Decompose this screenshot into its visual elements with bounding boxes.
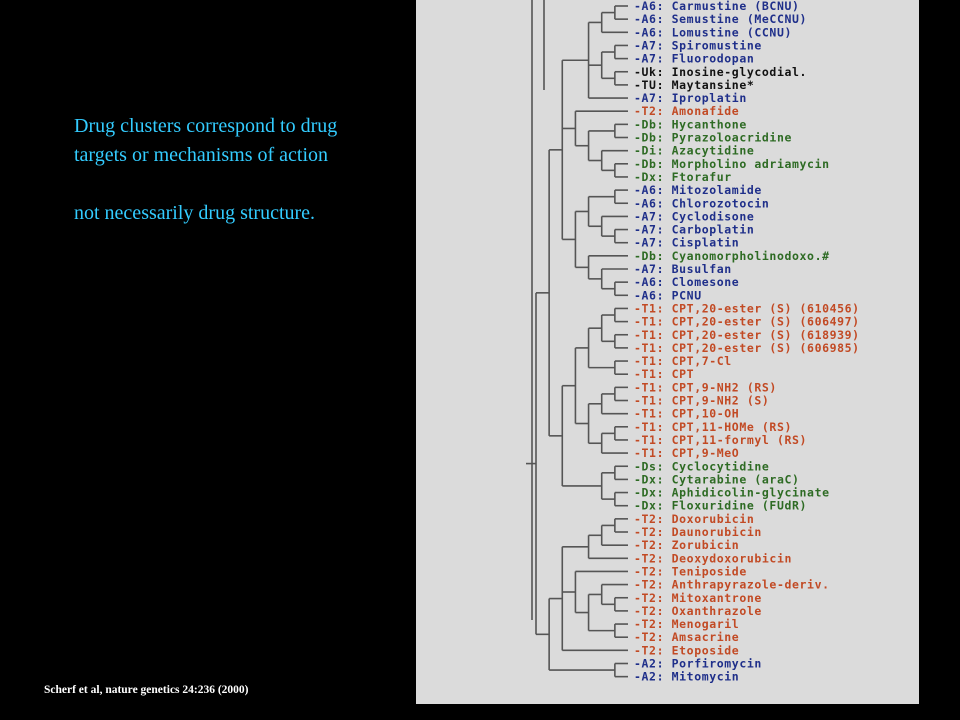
- dendrogram-leaf-labels: [634, 0, 860, 684]
- leaf-label: -A7: Carboplatin: [634, 222, 755, 237]
- leaf-label: -T1: CPT,9-MeO: [634, 446, 740, 461]
- leaf-label: -A7: Iproplatin: [634, 91, 747, 106]
- leaf-label: -Dx: Ftorafur: [634, 169, 732, 184]
- leaf-label: -T2: Daunorubicin: [634, 525, 762, 539]
- leaf-label: -A7: Cisplatin: [634, 235, 740, 250]
- leaf-label: -T1: CPT,9-NH2 (S): [634, 393, 770, 408]
- leaf-label: -A6: Carmustine (BCNU): [634, 0, 800, 13]
- leaf-label: -T2: Menogaril: [634, 617, 740, 632]
- leaf-label: -T1: CPT: [634, 367, 695, 382]
- citation: Scherf et al, nature genetics 24:236 (2000): [44, 684, 249, 696]
- leaf-label: -T1: CPT,9-NH2 (RS): [634, 380, 777, 395]
- leaf-label: -Db: Hycanthone: [634, 117, 747, 132]
- leaf-label: -T1: CPT,11-formyl (RS): [634, 432, 808, 447]
- leaf-label: -T2: Etoposide: [634, 643, 740, 658]
- leaf-label: -A7: Busulfan: [634, 262, 732, 276]
- leaf-label: -Db: Cyanomorpholinodoxo.#: [634, 248, 830, 263]
- dendrogram: [416, 0, 919, 704]
- leaf-label: -A6: Semustine (MeCCNU): [634, 12, 808, 27]
- caption-structure-text: not necessarily drug structure.: [74, 202, 316, 224]
- leaf-label: -TU: Maytansine*: [634, 77, 755, 92]
- leaf-label: -T1: CPT,10-OH: [634, 406, 740, 421]
- leaf-label: -Db: Morpholino adriamycin: [634, 156, 830, 171]
- leaf-label: -T2: Mitoxantrone: [634, 590, 762, 605]
- leaf-label: -A6: Chlorozotocin: [634, 196, 770, 211]
- leaf-label: -T1: CPT,11-HOMe (RS): [634, 419, 792, 434]
- leaf-label: -Uk: Inosine-glycodial.: [634, 64, 808, 79]
- leaf-label: -A2: Mitomycin: [634, 669, 740, 684]
- leaf-label: -Di: Azacytidine: [634, 143, 755, 158]
- leaf-label: -A7: Fluorodopan: [634, 51, 755, 66]
- caption-mechanism-text: Drug clusters correspond to drug targets or mechanisms of action: [74, 115, 338, 166]
- leaf-label: -T1: CPT,20-ester (S) (606497): [634, 314, 860, 329]
- leaf-label: -Dx: Aphidicolin-glycinate: [634, 485, 830, 500]
- caption: [74, 112, 354, 228]
- leaf-label: -T2: Amsacrine: [634, 630, 740, 645]
- leaf-label: -T1: CPT,20-ester (S) (606985): [634, 340, 860, 355]
- leaf-label: -T1: CPT,20-ester (S) (610456): [634, 301, 860, 316]
- dendrogram-branches: [526, 0, 628, 677]
- leaf-label: -T1: CPT,7-Cl: [634, 354, 732, 369]
- leaf-label: -T2: Deoxydoxorubicin: [634, 551, 792, 566]
- leaf-label: -T2: Zorubicin: [634, 538, 740, 553]
- leaf-label: -T2: Teniposide: [634, 564, 747, 579]
- leaf-label: -A6: Clomesone: [634, 275, 740, 290]
- leaf-label: -A6: Mitozolamide: [634, 183, 762, 198]
- leaf-label: -T2: Amonafide: [634, 104, 740, 119]
- leaf-label: -A7: Cyclodisone: [634, 209, 755, 224]
- leaf-label: -A2: Porfiromycin: [634, 656, 762, 671]
- leaf-label: -A6: PCNU: [634, 288, 702, 303]
- leaf-label: -T2: Anthrapyrazole-deriv.: [634, 577, 830, 592]
- leaf-label: -A6: Lomustine (CCNU): [634, 25, 792, 40]
- leaf-label: -Ds: Cyclocytidine: [634, 459, 770, 474]
- leaf-label: -A7: Spiromustine: [634, 38, 762, 53]
- leaf-label: -T1: CPT,20-ester (S) (618939): [634, 327, 860, 342]
- leaf-label: -Dx: Floxuridine (FUdR): [634, 498, 808, 513]
- leaf-label: -T2: Doxorubicin: [634, 511, 755, 526]
- dendrogram-panel: [416, 0, 919, 704]
- leaf-label: -T2: Oxanthrazole: [634, 603, 762, 618]
- leaf-label: -Dx: Cytarabine (araC): [634, 472, 800, 487]
- leaf-label: -Db: Pyrazoloacridine: [634, 130, 792, 145]
